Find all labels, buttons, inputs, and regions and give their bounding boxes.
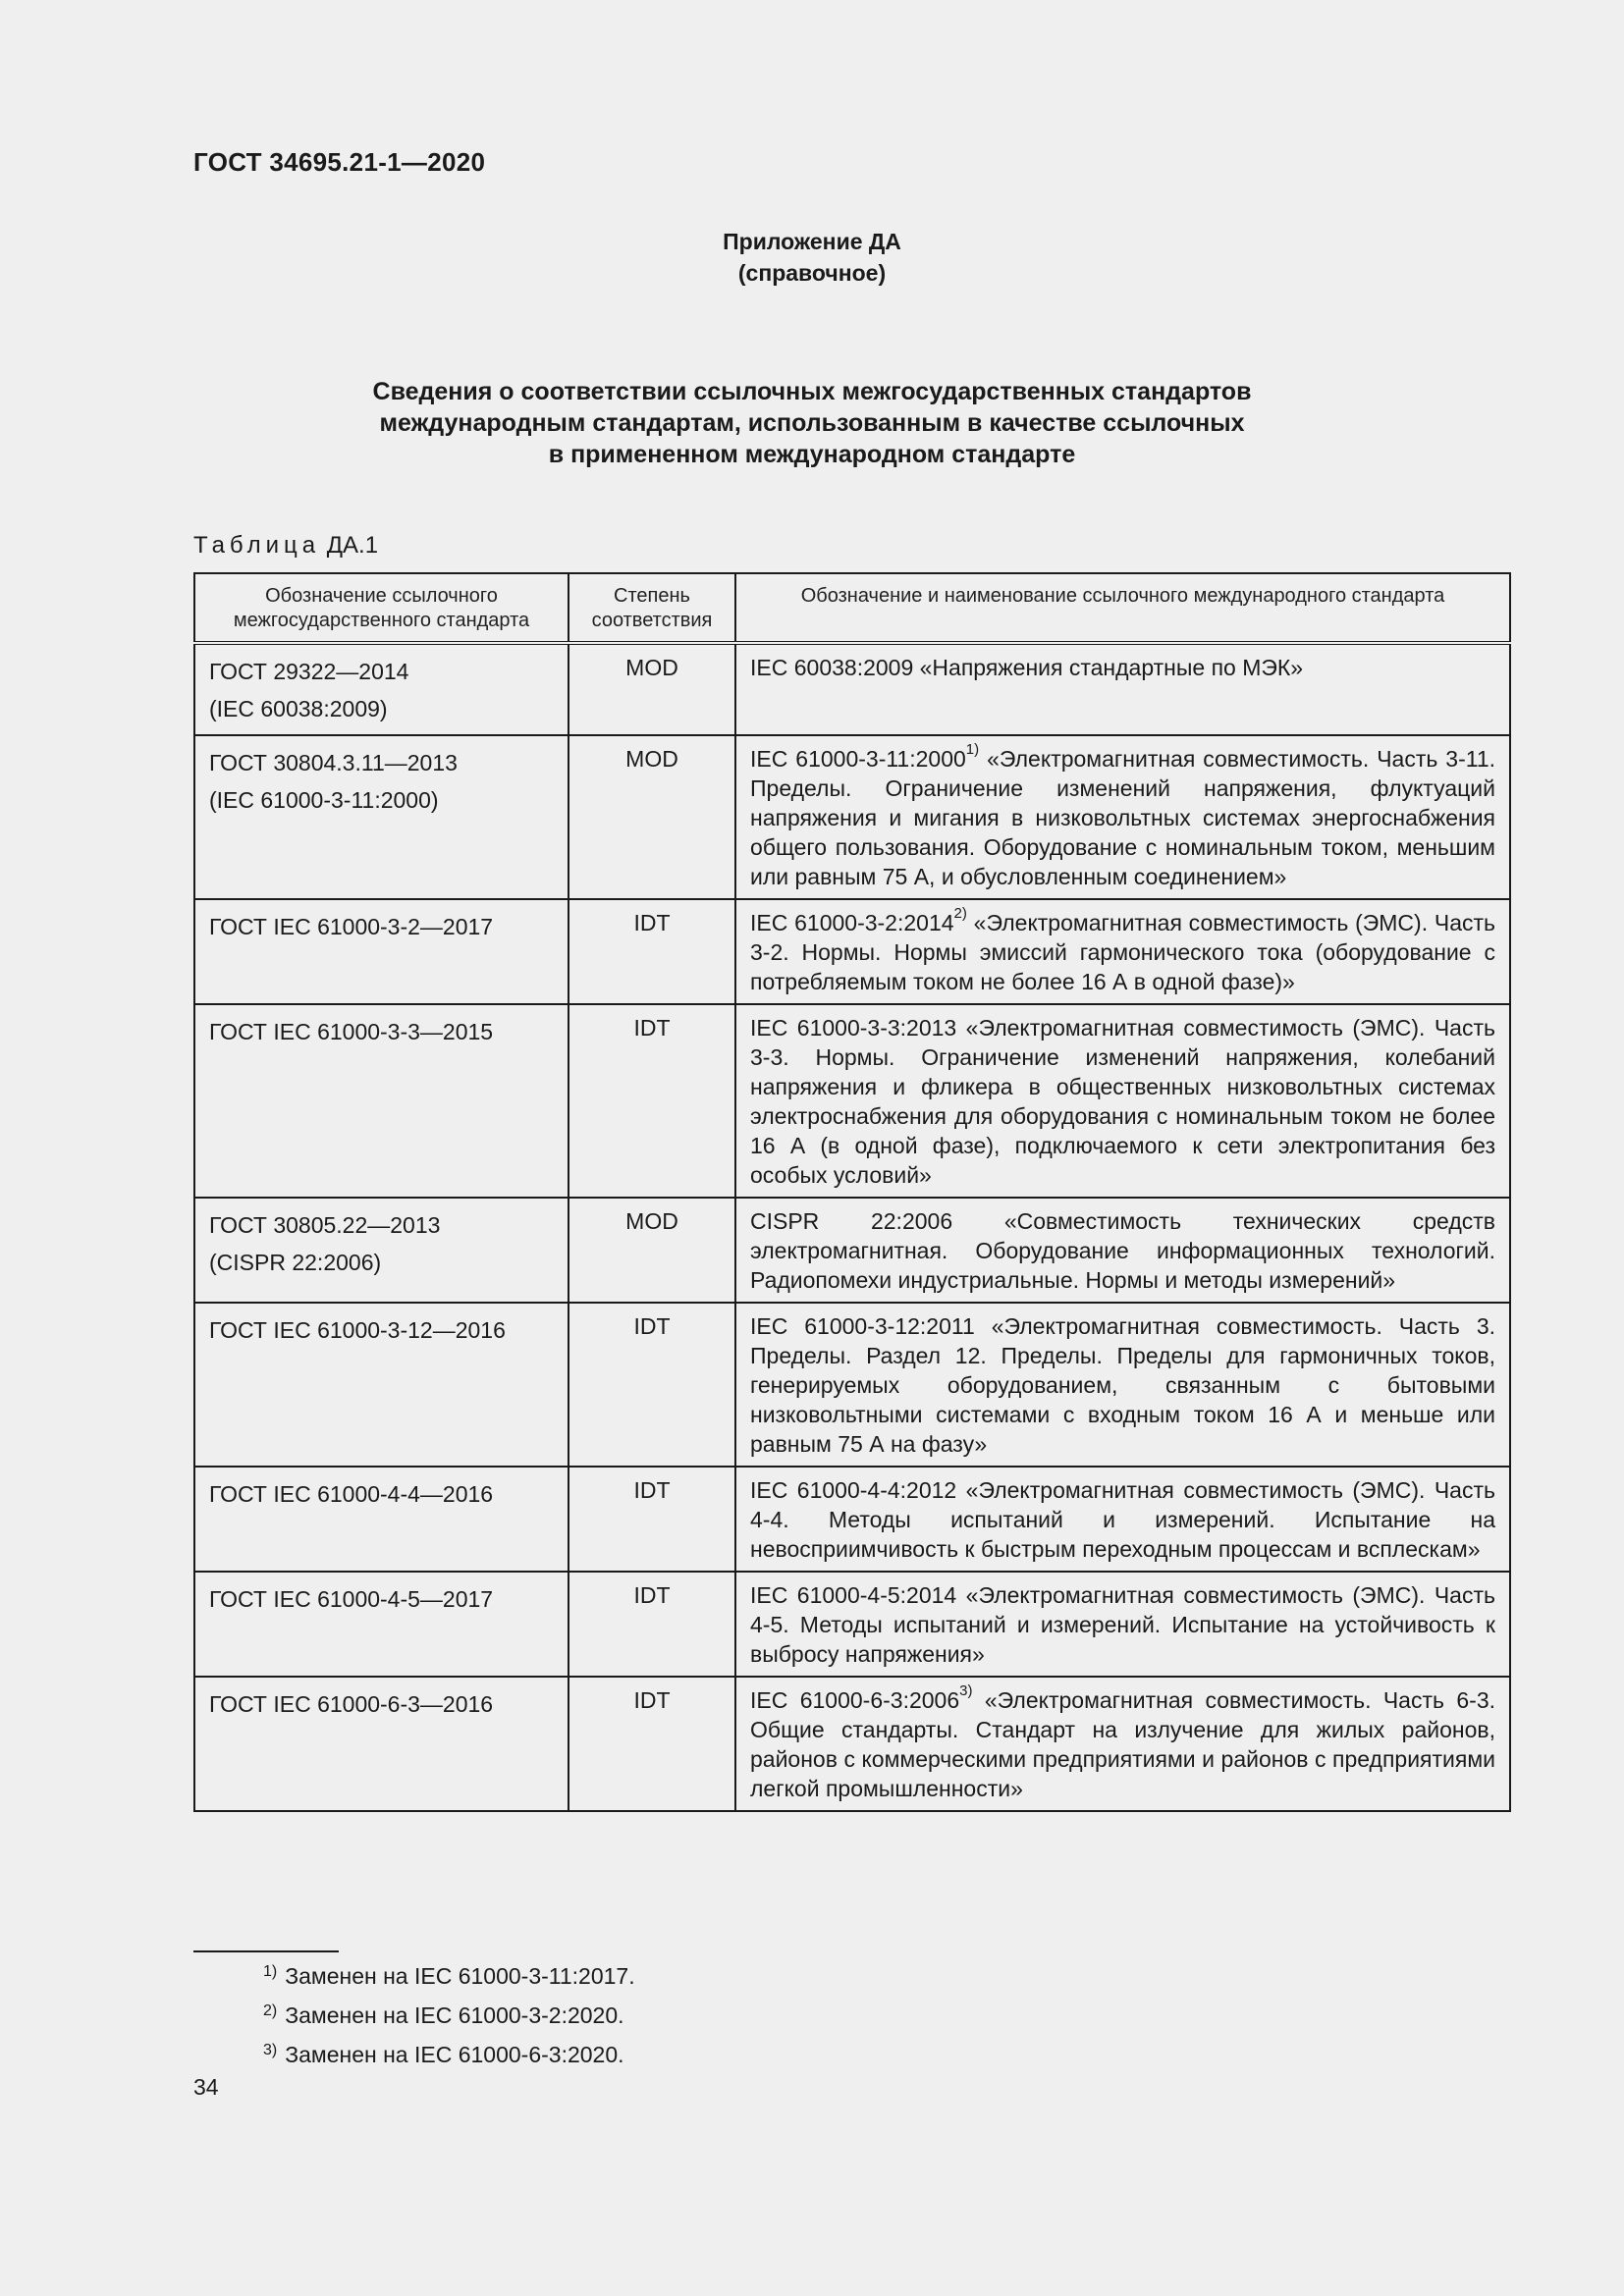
document-code: ГОСТ 34695.21-1—2020 xyxy=(193,147,486,177)
table-row xyxy=(194,1198,1510,1303)
degree-cell: IDT xyxy=(568,1572,735,1677)
gost-cell xyxy=(194,1467,568,1572)
gost-cell xyxy=(194,1303,568,1467)
gost-intl-equivalent: (CISPR 22:2006) xyxy=(209,1250,382,1275)
degree-cell: IDT xyxy=(568,1677,735,1811)
correspondence-table xyxy=(193,572,1511,1812)
footnote-item xyxy=(263,1958,635,1998)
intl-standard-cell xyxy=(735,1677,1510,1811)
footnote-text: Заменен на IEC 61000-3-11:2017. xyxy=(285,1963,635,1989)
gost-designation: ГОСТ IEC 61000-4-4—2016 xyxy=(209,1481,494,1507)
gost-designation: ГОСТ 29322—2014 xyxy=(209,659,409,684)
heading-line: международным стандартам, использованным в качестве ссылочных xyxy=(379,409,1245,437)
gost-designation: ГОСТ 30805.22—2013 xyxy=(209,1212,441,1238)
table-row xyxy=(194,643,1510,735)
footnote-marker: 2) xyxy=(953,905,967,923)
table-label-number: ДА.1 xyxy=(326,532,379,559)
column-header: Обозначение ссылочного межгосударственного стандарта xyxy=(194,573,568,643)
footnote-mark: 3) xyxy=(263,2042,278,2058)
intl-standard-title: «Электромагнитная совместимость. Часть 6-3. Общие стандарты. Стандарт на излучение для жилых районов, районов с коммерческими предприятиями и районов с предприятиями легкой промышленности» xyxy=(750,1687,1495,1801)
annex-subtitle: (справочное) xyxy=(737,260,887,286)
degree-cell: MOD xyxy=(568,735,735,899)
gost-designation: ГОСТ IEC 61000-4-5—2017 xyxy=(209,1586,494,1612)
degree-cell: IDT xyxy=(568,1303,735,1467)
gost-cell xyxy=(194,1572,568,1677)
footnote-divider xyxy=(193,1950,339,1952)
footnotes xyxy=(263,1958,635,2076)
gost-cell xyxy=(194,1004,568,1198)
heading-line: в примененном международном стандарте xyxy=(548,441,1076,468)
gost-intl-equivalent: (IEC 61000-3-11:2000) xyxy=(209,787,439,813)
intl-standard-title: «Напряжения стандартные по МЭК» xyxy=(919,655,1304,680)
intl-standard-cell xyxy=(735,1572,1510,1677)
column-header: Степень соответствия xyxy=(568,573,735,643)
intl-standard-cell xyxy=(735,1004,1510,1198)
page-number: 34 xyxy=(193,2074,219,2100)
footnote-item xyxy=(263,2037,635,2076)
degree-cell: IDT xyxy=(568,1467,735,1572)
column-header: Обозначение и наименование ссылочного международного стандарта xyxy=(735,573,1510,643)
table-row xyxy=(194,1004,1510,1198)
footnote-mark: 1) xyxy=(263,1963,278,1980)
table-row xyxy=(194,735,1510,899)
intl-standard-title: «Электромагнитная совместимость (ЭМС). Часть 4-5. Методы испытаний и измерений. Испытание на устойчивость к выбросу напряжения» xyxy=(750,1582,1495,1667)
intl-standard-cell xyxy=(735,899,1510,1004)
gost-designation: ГОСТ IEC 61000-3-2—2017 xyxy=(209,914,494,939)
footnote-marker: 1) xyxy=(965,741,980,759)
annex-title: Приложение ДА xyxy=(723,229,901,254)
heading-line: Сведения о соответствии ссылочных межгосударственных стандартов xyxy=(372,378,1252,405)
gost-designation: ГОСТ IEC 61000-3-3—2015 xyxy=(209,1019,494,1044)
intl-standard-title: «Электромагнитная совместимость (ЭМС). Часть 3-2. Нормы. Нормы эмиссий гармонического тока (оборудование с потребляемым током не более 16 А в одной фазе)» xyxy=(750,910,1496,994)
table-row xyxy=(194,1303,1510,1467)
intl-standard-title: «Электромагнитная совместимость. Часть 3. Пределы. Раздел 12. Пределы. Пределы для гармоничных токов, генерируемых оборудованием, связанным с бытовыми низковольтными системами с входным током 16 А и меньше или равным 75 А на фазу» xyxy=(750,1313,1496,1457)
degree-cell: MOD xyxy=(568,643,735,735)
intl-standard-cell xyxy=(735,735,1510,899)
footnote-mark: 2) xyxy=(263,2002,278,2019)
intl-standard-cell xyxy=(735,1467,1510,1572)
gost-designation: ГОСТ IEC 61000-3-12—2016 xyxy=(209,1317,506,1343)
footnote-text: Заменен на IEC 61000-6-3:2020. xyxy=(285,2042,624,2067)
gost-designation: ГОСТ IEC 61000-6-3—2016 xyxy=(209,1691,494,1717)
footnote-marker: 3) xyxy=(959,1682,973,1700)
intl-standard-title: «Электромагнитная совместимость (ЭМС). Часть 4-4. Методы испытаний и измерений. Испытание на невосприимчивость к быстрым переходным процессам и всплескам» xyxy=(750,1477,1495,1562)
gost-cell xyxy=(194,1677,568,1811)
intl-standard-code: IEC 61000-4-5:2014 xyxy=(750,1582,957,1608)
gost-cell xyxy=(194,899,568,1004)
table-row xyxy=(194,1467,1510,1572)
table-row xyxy=(194,1677,1510,1811)
intl-standard-code: IEC 61000-4-4:2012 xyxy=(750,1477,957,1503)
intl-standard-code: IEC 61000-3-12:2011 xyxy=(750,1313,975,1339)
gost-cell xyxy=(194,1198,568,1303)
intl-standard-title: «Электромагнитная совместимость (ЭМС). Часть 3-3. Нормы. Ограничение изменений напряжения, колебаний напряжения и фликера в общественных низковольтных системах электроснабжения для оборудования с номинальным током не более 16 А (в одной фазе), подключаемого к сети электропитания без особых условий» xyxy=(750,1015,1495,1188)
intl-standard-cell xyxy=(735,643,1510,735)
intl-standard-title: «Электромагнитная совместимость. Часть 3-11. Пределы. Ограничение изменений напряжения, флуктуаций напряжения и мигания в низковольтных системах энергоснабжения общего пользования. Оборудование с номинальным током, меньшим или равным 75 А, и обусловленным соединением» xyxy=(750,746,1495,889)
intl-standard-code: IEC 60038:2009 xyxy=(750,655,914,680)
gost-intl-equivalent: (IEC 60038:2009) xyxy=(209,696,388,721)
table-header-row xyxy=(194,573,1510,643)
gost-cell xyxy=(194,735,568,899)
table-label-word: Таблица xyxy=(193,532,321,559)
degree-cell: IDT xyxy=(568,1004,735,1198)
footnote-text: Заменен на IEC 61000-3-2:2020. xyxy=(285,2002,624,2028)
gost-designation: ГОСТ 30804.3.11—2013 xyxy=(209,750,458,775)
degree-cell: IDT xyxy=(568,899,735,1004)
table-row xyxy=(194,1572,1510,1677)
intl-standard-code: IEC 61000-3-11:2000 xyxy=(750,746,966,772)
intl-standard-code: IEC 61000-3-3:2013 xyxy=(750,1015,957,1041)
footnote-item xyxy=(263,1998,635,2037)
intl-standard-code: CISPR 22:2006 xyxy=(750,1208,953,1234)
gost-cell xyxy=(194,643,568,735)
intl-standard-cell xyxy=(735,1198,1510,1303)
table-row xyxy=(194,899,1510,1004)
annex-header xyxy=(0,226,1624,289)
intl-standard-code: IEC 61000-3-2:2014 xyxy=(750,910,954,935)
table-label xyxy=(193,532,378,560)
table-body xyxy=(194,643,1510,1811)
intl-standard-title: «Совместимость технических средств электромагнитная. Оборудование информационных технологий. Радиопомехи индустриальные. Нормы и методы измерений» xyxy=(750,1208,1495,1293)
intl-standard-code: IEC 61000-6-3:2006 xyxy=(750,1687,960,1713)
intl-standard-cell xyxy=(735,1303,1510,1467)
degree-cell: MOD xyxy=(568,1198,735,1303)
section-heading xyxy=(295,376,1329,470)
